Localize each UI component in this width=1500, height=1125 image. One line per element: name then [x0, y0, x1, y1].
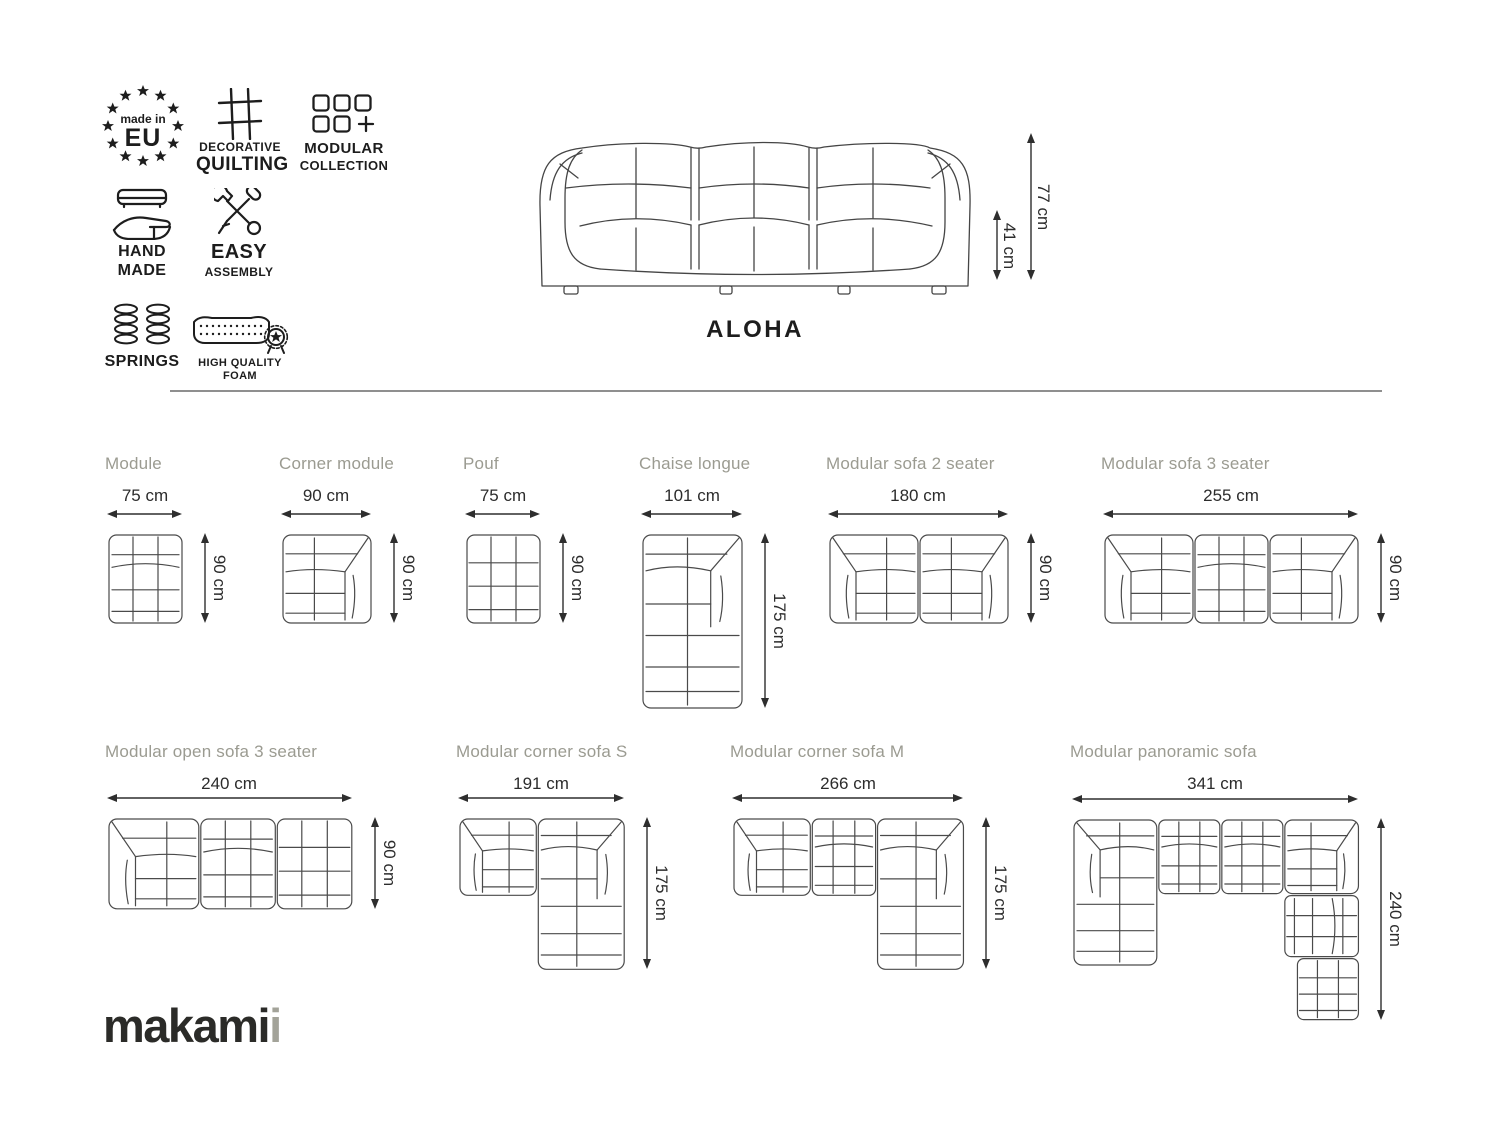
width-dimension-arrow: [1072, 792, 1358, 806]
width-dimension-arrow: [107, 791, 352, 805]
quilting-grid-icon: [217, 88, 263, 140]
product-title: Corner module: [279, 454, 395, 473]
unit-corner-left: [734, 819, 810, 895]
width-dimension-arrow: [641, 507, 742, 521]
unit-corner-right: [283, 535, 371, 623]
width-dimension-arrow: [458, 791, 624, 805]
feature-easy-assembly: [194, 188, 284, 279]
unit-corner-left: [109, 819, 199, 909]
unit-module: [1222, 820, 1283, 894]
unit-pouf: [277, 819, 352, 909]
product-title: Module: [105, 454, 162, 473]
brand-logo-main: makami: [103, 999, 270, 1052]
product-top-view: [465, 533, 543, 626]
feature-made-in-eu: [101, 82, 185, 170]
unit-module: [812, 819, 875, 895]
product-title: Modular sofa 3 seater: [1101, 454, 1270, 473]
feature-high-quality-foam: [186, 308, 294, 383]
product-top-view: [1103, 533, 1361, 626]
product-title: Pouf: [463, 454, 499, 473]
product-title: Modular open sofa 3 seater: [105, 742, 318, 761]
product-title: Modular corner sofa M: [730, 742, 905, 761]
unit-corner-left: [830, 535, 918, 623]
width-dimension-arrow: [107, 507, 182, 521]
product-width-label: 341 cm: [1187, 774, 1243, 793]
unit-corner-right: [1270, 535, 1358, 623]
product-height-label: 175 cm: [770, 593, 789, 649]
width-dimension-arrow: [828, 507, 1008, 521]
modular-squares-icon: [312, 94, 376, 136]
product-height-label: 90 cm: [210, 554, 229, 602]
width-dimension-arrow: [1103, 507, 1358, 521]
feature-label-line2: QUILTING: [196, 154, 289, 176]
feature-decorative-quilting: [196, 88, 289, 177]
product-top-view: [1072, 818, 1362, 1023]
feature-label-line1: DECORATIVE: [199, 140, 281, 154]
width-dimension-arrow: [732, 791, 963, 805]
unit-chaise-right: [538, 819, 624, 969]
product-width-label: 255 cm: [1203, 486, 1259, 505]
product-height-label: 90 cm: [380, 839, 399, 887]
product-height-label: 90 cm: [399, 554, 418, 602]
unit-pouf: [467, 535, 540, 623]
eu-label: EU: [124, 124, 162, 152]
unit-pouf: [1297, 959, 1358, 1020]
unit-corner-left: [1105, 535, 1193, 623]
feature-label-line2: COLLECTION: [299, 157, 389, 173]
product-width-label: 75 cm: [479, 486, 527, 505]
width-dimension-arrow: [281, 507, 371, 521]
foam-mattress-icon: [191, 308, 289, 354]
product-height-label: 240 cm: [1386, 891, 1405, 947]
unit-chaise-right: [643, 535, 742, 708]
product-width-label: 101 cm: [664, 486, 720, 505]
unit-module: [109, 535, 182, 623]
feature-label-line1: SPRINGS: [104, 353, 180, 370]
brand-logo: [103, 998, 281, 1053]
unit-module: [1159, 820, 1220, 894]
hero-sofa-illustration: [520, 108, 990, 300]
hero-seat-height-label: 41 cm: [1000, 222, 1019, 270]
feature-hand-made: [104, 188, 180, 281]
product-title: Chaise longue: [639, 454, 751, 473]
made-in-label: made in: [120, 112, 166, 126]
product-width-label: 240 cm: [201, 774, 257, 793]
hero-total-height-label: 77 cm: [1034, 183, 1053, 231]
feature-springs: [102, 303, 182, 372]
product-width-label: 180 cm: [890, 486, 946, 505]
unit-chaise-left: [1074, 820, 1157, 965]
product-height-label: 90 cm: [1036, 554, 1055, 602]
product-line-title: ALOHA: [706, 316, 804, 343]
foam-dots: [200, 325, 262, 335]
unit-module-right: [1285, 896, 1359, 957]
width-dimension-arrow: [465, 507, 540, 521]
product-height-label: 90 cm: [1386, 554, 1405, 602]
product-top-view: [107, 533, 185, 626]
feature-label-line1: HIGH QUALITY: [198, 357, 282, 369]
feature-label-line2: ASSEMBLY: [204, 264, 274, 279]
brand-logo-accent: i: [269, 999, 281, 1052]
product-title: Modular corner sofa S: [456, 742, 628, 761]
product-height-label: 175 cm: [652, 865, 671, 921]
product-width-label: 75 cm: [121, 486, 169, 505]
product-title: Modular panoramic sofa: [1070, 742, 1257, 761]
unit-module: [1195, 535, 1268, 623]
eu-stars-icon: [102, 82, 184, 170]
product-top-view: [281, 533, 374, 626]
feature-modular-collection: [298, 94, 390, 173]
product-width-label: 90 cm: [302, 486, 350, 505]
unit-chaise-right: [878, 819, 964, 969]
feature-label-line1: MODULAR: [304, 140, 384, 157]
tools-icon: [214, 188, 264, 238]
product-top-view: [828, 533, 1011, 626]
product-width-label: 191 cm: [513, 774, 569, 793]
product-top-view: [458, 817, 628, 973]
product-top-view: [641, 533, 745, 711]
springs-icon: [112, 303, 172, 347]
hand-sofa-icon: [110, 188, 174, 240]
product-top-view: [107, 817, 355, 912]
product-top-view: [732, 817, 967, 973]
feature-label-line2: FOAM: [223, 369, 257, 382]
unit-corner-right: [1285, 820, 1359, 894]
product-height-label: 175 cm: [991, 865, 1010, 921]
product-height-label: 90 cm: [568, 554, 587, 602]
feature-label-line1: HAND: [118, 243, 166, 260]
product-title: Modular sofa 2 seater: [826, 454, 995, 473]
product-width-label: 266 cm: [820, 774, 876, 793]
feature-label-line2: MADE: [117, 261, 167, 279]
unit-corner-left: [460, 819, 536, 895]
unit-module: [201, 819, 275, 909]
section-divider: [170, 390, 1382, 392]
unit-corner-right: [920, 535, 1008, 623]
feature-label-line1: EASY: [210, 241, 268, 263]
